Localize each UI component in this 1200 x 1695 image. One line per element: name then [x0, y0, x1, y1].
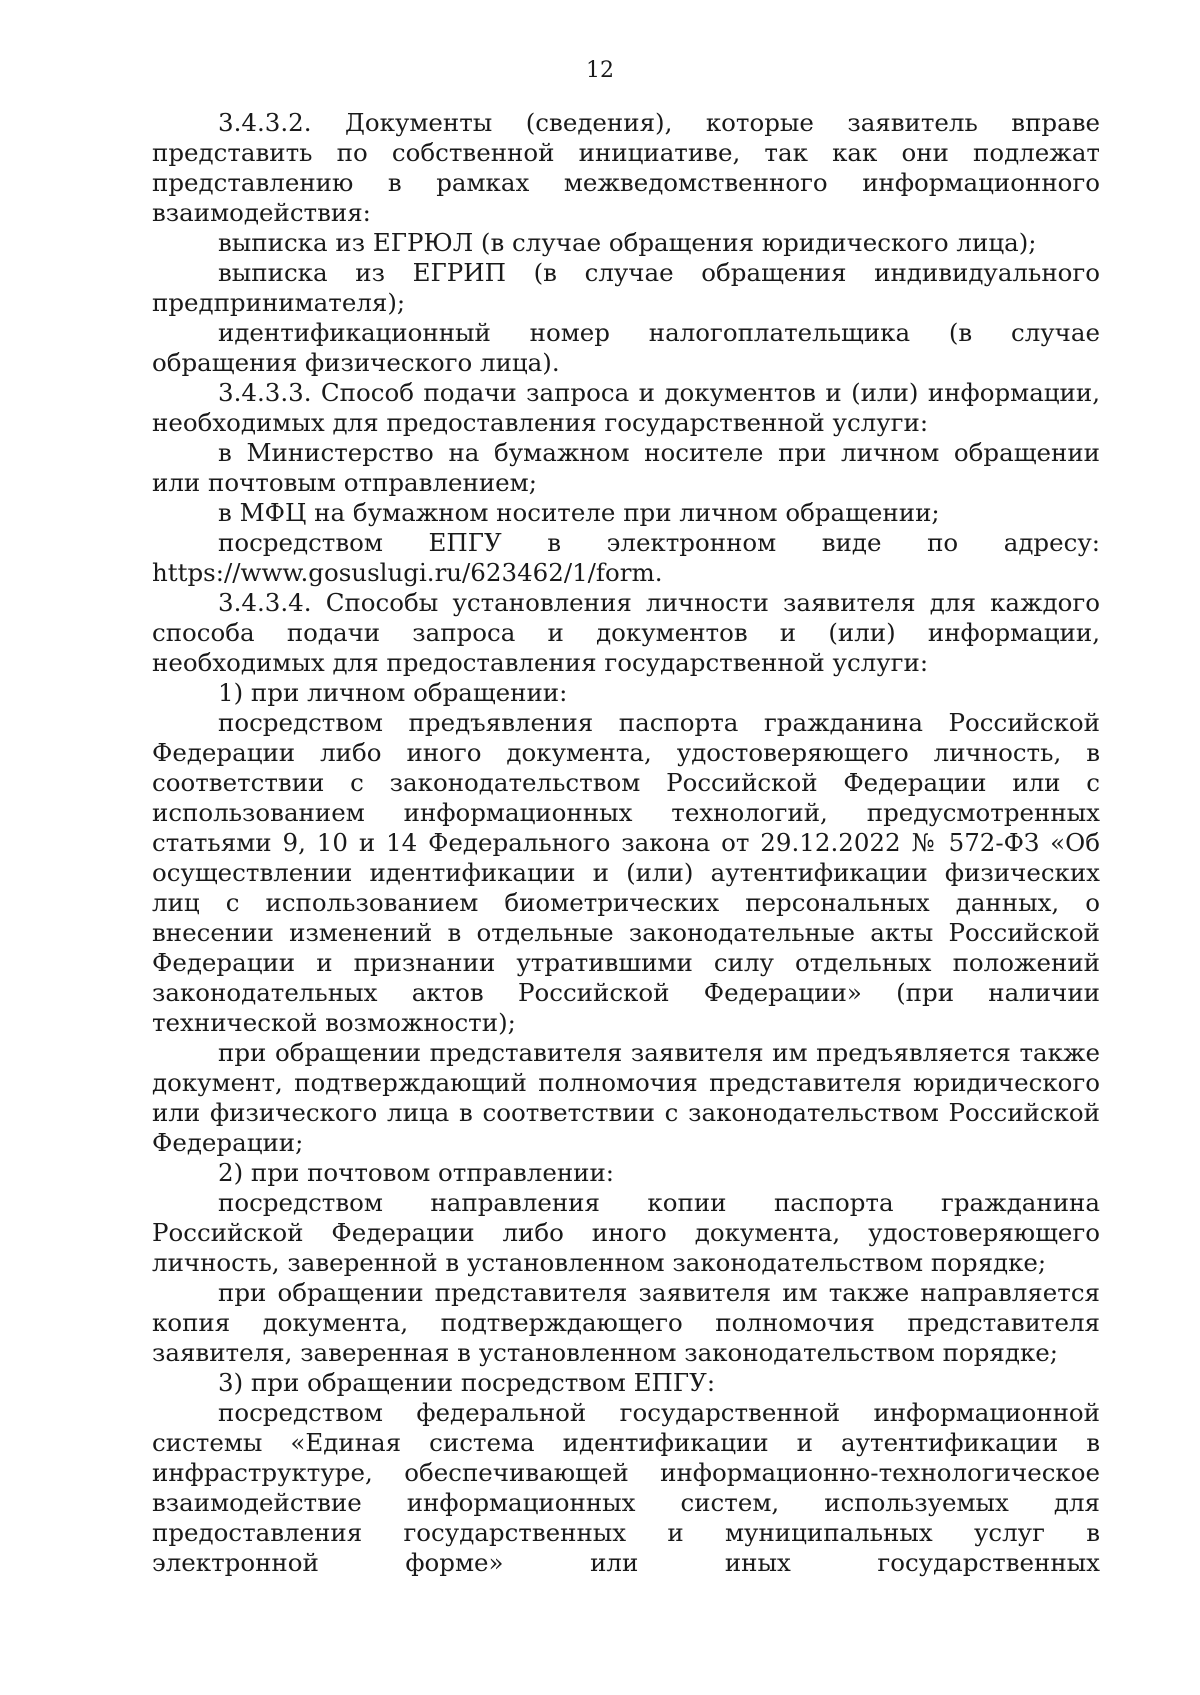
paragraph: посредством федеральной государственной информационной системы «Единая система идентификации и аутентификации в инфраструктуре, обеспечивающей информационно-технологическое взаимодействие информационных систем, используемых для предоставления государственных и муниципальных услуг в электронной форме» или иных государственных	[152, 1398, 1100, 1577]
paragraph: посредством предъявления паспорта гражданина Российской Федерации либо иного документа, удостоверяющего личность, в соответствии с законодательством Российской Федерации или с использованием информационных технологий, предусмотренных статьями 9, 10 и 14 Федерального закона от 29.12.2022 № 572-ФЗ «Об осуществлении идентификации и (или) аутентификации физических лиц с использованием биометрических персональных данных, о внесении изменений в отдельные законодательные акты Российской Федерации и признании утратившими силу отдельных положений законодательных актов Российской Федерации» (при наличии технической возможности);	[152, 708, 1100, 1037]
paragraph: 3) при обращении посредством ЕПГУ:	[218, 1368, 716, 1397]
paragraph: при обращении представителя заявителя им предъявляется также документ, подтверждающий полномочия представителя юридического или физического лица в соответствии с законодательством Российской Федерации;	[152, 1038, 1100, 1157]
paragraph: в Министерство на бумажном носителе при личном обращении или почтовым отправлением;	[152, 438, 1100, 497]
paragraph: 3.4.3.4. Способы установления личности заявителя для каждого способа подачи запроса и документов и (или) информации, необходимых для предоставления государственной услуги:	[152, 588, 1100, 677]
paragraph: идентификационный номер налогоплательщика (в случае обращения физического лица).	[152, 318, 1100, 377]
paragraph: посредством направления копии паспорта гражданина Российской Федерации либо иного документа, удостоверяющего личность, заверенной в установленном законодательством порядке;	[152, 1188, 1100, 1277]
paragraph: выписка из ЕГРИП (в случае обращения индивидуального предпринимателя);	[152, 258, 1100, 317]
page-number: 12	[586, 58, 614, 83]
document-body	[152, 108, 1100, 1578]
paragraph: 3.4.3.2. Документы (сведения), которые заявитель вправе представить по собственной инициативе, так как они подлежат представлению в рамках межведомственного информационного взаимодействия:	[152, 108, 1100, 227]
paragraph: 2) при почтовом отправлении:	[218, 1158, 615, 1187]
paragraph: в МФЦ на бумажном носителе при личном обращении;	[218, 498, 940, 527]
paragraph: при обращении представителя заявителя им также направляется копия документа, подтверждающего полномочия представителя заявителя, заверенная в установленном законодательством порядке;	[152, 1278, 1100, 1367]
paragraph: выписка из ЕГРЮЛ (в случае обращения юридического лица);	[218, 228, 1037, 257]
paragraph: 3.4.3.3. Способ подачи запроса и документов и (или) информации, необходимых для предоставления государственной услуги:	[152, 378, 1100, 437]
paragraph: посредством ЕПГУ в электронном виде по адресу: https://www.gosuslugi.ru/623462/1/form.	[152, 528, 1100, 587]
paragraph: 1) при личном обращении:	[218, 678, 568, 707]
